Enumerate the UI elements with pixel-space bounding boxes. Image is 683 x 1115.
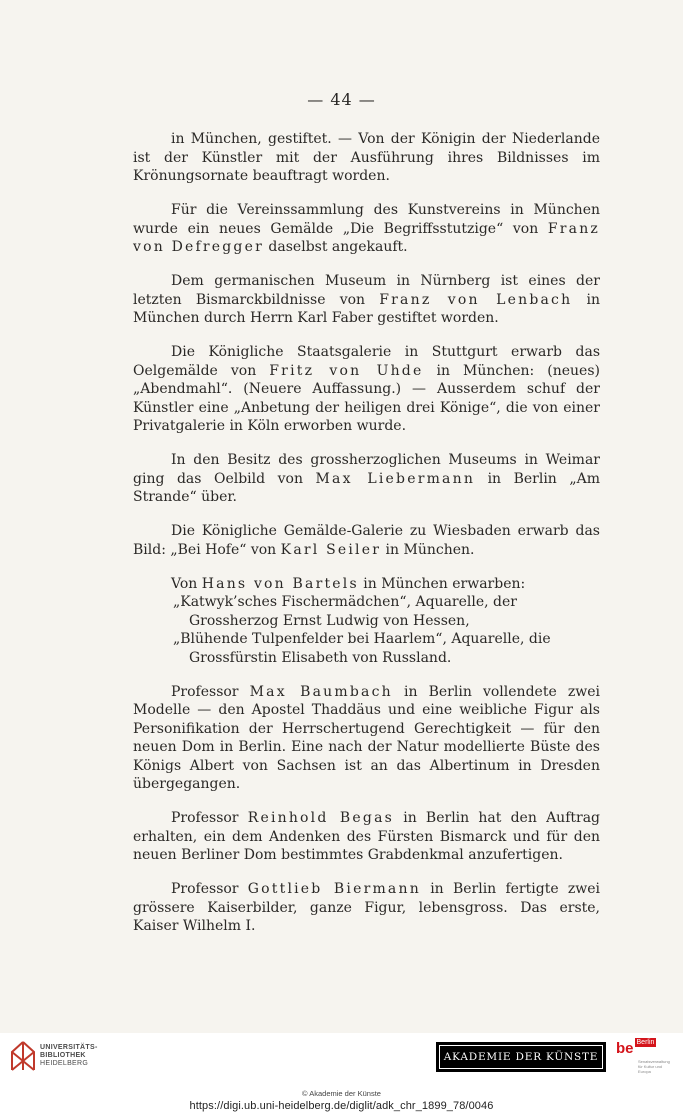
akademie-der-kuenste-logo[interactable] bbox=[436, 1042, 606, 1072]
permalink-url[interactable]: https://digi.ub.uni-heidelberg.de/diglit/adk_chr_1899_78/0046 bbox=[189, 1100, 494, 1112]
paragraph-10 bbox=[133, 880, 600, 936]
p9-text-1: Professor bbox=[171, 810, 248, 826]
paragraph-1 bbox=[133, 130, 600, 186]
p8-text-2: in Berlin vollendete zwei Modelle — den Apostel Thaddäus und eine weibliche Figur als Personifikation der Herrschertugend Gerechtigkeit — für den neuen Dom in Berlin. Eine nach der Natur modellierte Büste des Königs Albert von Sachsen ist an das Albertinum in Dresden übergegangen. bbox=[133, 683, 600, 792]
p5-text-1: In den Besitz des grossherzoglichen Museums in Weimar ging das Oelbild von bbox=[133, 452, 600, 487]
p6-text-2: in München. bbox=[381, 541, 475, 558]
p2-text-2: daselbst angekauft. bbox=[263, 239, 408, 255]
p4-text-2: in München: (neues) „Abendmahl“. (Neuere Auffassung.) — Ausserdem schuf der Künstler eine „Anbetung der heiligen drei Könige“, die von einer Privatgalerie in Köln erworben wurde. bbox=[133, 362, 600, 434]
p9-text-2: in Berlin hat den Auftrag erhalten, ein dem Andenken des Fürsten Bismarck und für den neuen Berliner Dom bestimmtes Grabdenkmal anzufertigen. bbox=[133, 810, 601, 863]
p1-text: in München, gestiftet. — Von der Königin der Niederlande ist der Künstler mit der Ausführung ihres Bildnisses im Krönungsornate beauftragt worden. bbox=[133, 131, 600, 184]
p2-artist-name: Franz von Defregger bbox=[133, 220, 600, 255]
p7-text-1: Von bbox=[171, 575, 202, 592]
p7-text-2: in München erwarben: bbox=[358, 575, 526, 592]
university-library-logo-icon bbox=[10, 1040, 36, 1072]
p5-text-2: in Berlin „Am Strande“ über. bbox=[133, 470, 600, 505]
p3-text-1: Dem germanischen Museum in Nürnberg ist eines der letzten Bismarckbildnisse von bbox=[133, 273, 600, 308]
berlin-tag: Berlin bbox=[636, 1039, 655, 1046]
paragraph-8 bbox=[133, 683, 600, 794]
berlin-sub-line-2: für Kultur und Europa bbox=[638, 1064, 663, 1074]
p10-text-2: in Berlin fertigte zwei grössere Kaiserbilder, ganze Figur, lebensgross. Das erste, Kaiser Wilhelm I. bbox=[133, 881, 600, 934]
p5-artist-name: Max Liebermann bbox=[315, 470, 476, 487]
list-item: „Katwyk’sches Fischermädchen“, Aquarelle, der Grossherzog Ernst Ludwig von Hessen, bbox=[173, 594, 517, 629]
p10-artist-name: Gottlieb Biermann bbox=[247, 881, 421, 897]
paragraph-5 bbox=[133, 451, 600, 507]
paragraph-2 bbox=[133, 201, 600, 257]
p8-artist-name: Max Baumbach bbox=[249, 683, 393, 700]
university-library-name bbox=[40, 1044, 98, 1068]
paragraph-9 bbox=[133, 809, 600, 865]
list-item: „Blühende Tulpenfelder bei Haarlem“, Aquarelle, die Grossfürstin Elisabeth von Russland. bbox=[173, 631, 551, 666]
p7-artist-name: Hans von Bartels bbox=[201, 575, 359, 592]
p3-text-2: in München durch Herrn Karl Faber gestiftet worden. bbox=[133, 291, 600, 326]
p6-text-1: Die Königliche Gemälde-Galerie zu Wiesbaden erwarb das Bild: „Bei Hofe“ von bbox=[133, 523, 600, 558]
p6-artist-name: Karl Seiler bbox=[280, 541, 382, 558]
akademie-label: AKADEMIE DER KÜNSTE bbox=[439, 1045, 603, 1069]
p4-artist-name: Fritz von Uhde bbox=[269, 362, 424, 379]
berlin-mark: be bbox=[616, 1040, 634, 1057]
body-text bbox=[133, 130, 600, 936]
paragraph-3 bbox=[133, 272, 600, 328]
p8-text-1: Professor bbox=[171, 683, 250, 700]
p2-text-1: Für die Vereinssammlung des Kunstvereins in München wurde ein neues Gemälde „Die Begriffsstutzige“ von bbox=[133, 202, 600, 237]
ub-line-1: UNIVERSITÄTS- bbox=[40, 1044, 98, 1051]
p3-artist-name: Franz von Lenbach bbox=[379, 291, 573, 308]
p9-artist-name: Reinhold Begas bbox=[247, 810, 395, 826]
berlin-sub bbox=[638, 1059, 674, 1074]
ub-line-2: BIBLIOTHEK bbox=[40, 1052, 86, 1059]
ub-line-3: HEIDELBERG bbox=[40, 1060, 89, 1067]
copyright-notice: © Akademie der Künste bbox=[302, 1089, 381, 1098]
p10-text-1: Professor bbox=[171, 881, 248, 897]
paragraph-4 bbox=[133, 343, 600, 436]
berlin-logo[interactable] bbox=[616, 1038, 674, 1078]
paragraph-6 bbox=[133, 522, 600, 559]
paragraph-7 bbox=[133, 575, 600, 594]
p4-text-1: Die Königliche Staatsgalerie in Stuttgurt erwarb das Oelgemälde von bbox=[133, 344, 600, 379]
berlin-sub-line-1: Senatsverwaltung bbox=[638, 1059, 670, 1064]
page-number: — 44 — bbox=[307, 90, 376, 109]
